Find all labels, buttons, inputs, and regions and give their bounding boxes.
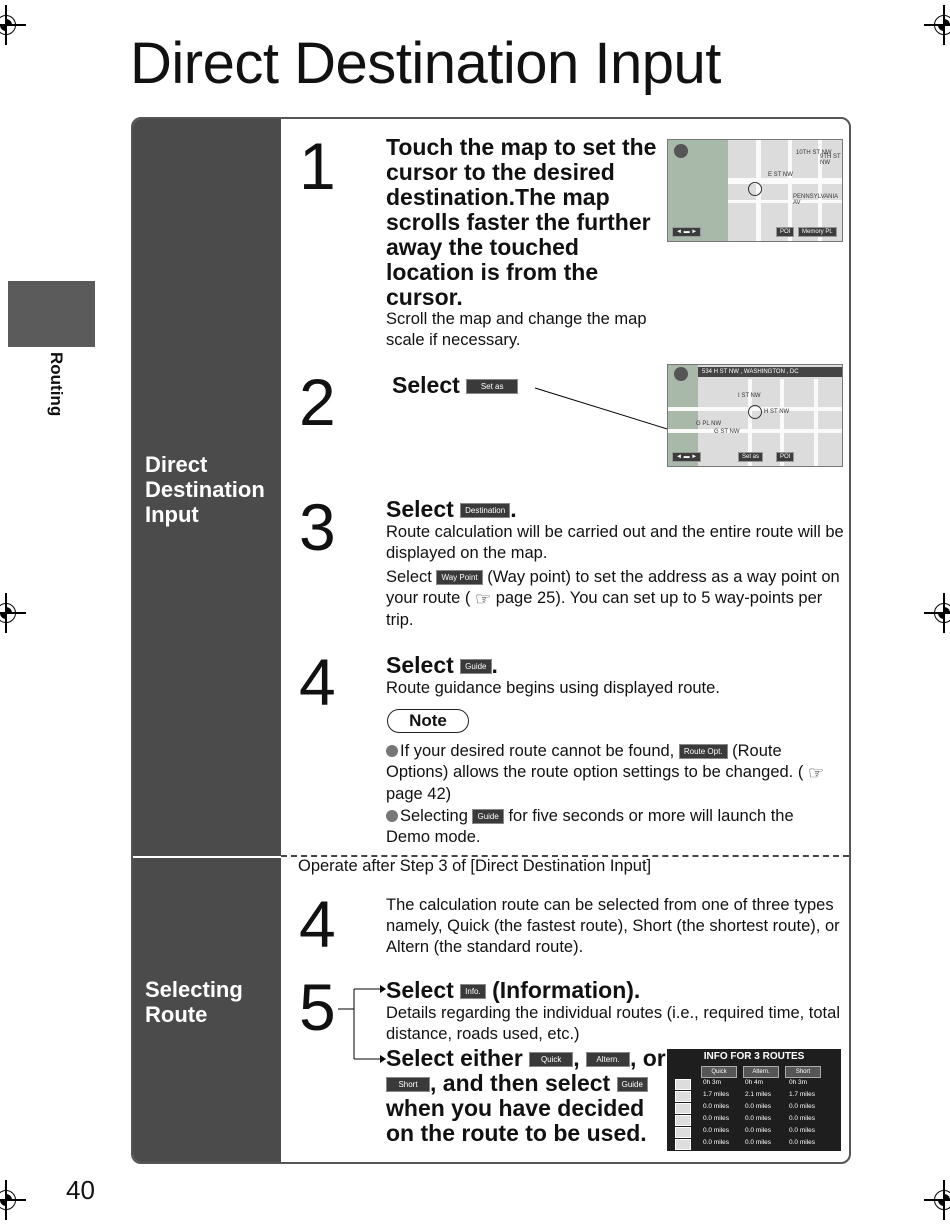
step-heading: Select Destination .	[386, 496, 517, 522]
step-select-text: Select	[386, 652, 454, 678]
registration-mark	[924, 1180, 950, 1220]
info-header-altern[interactable]: Altern.	[743, 1066, 779, 1078]
map-road	[788, 140, 792, 241]
page-reference: page 42)	[386, 785, 452, 803]
ferry-icon	[675, 1127, 691, 1138]
section-divider	[133, 856, 281, 858]
body-text-fragment: Select	[386, 568, 432, 586]
street-label: H ST NW	[764, 409, 790, 415]
destination-button[interactable]: Destination	[460, 503, 510, 518]
route-options-button[interactable]: Route Opt.	[679, 744, 728, 759]
note-label: Note	[387, 709, 469, 733]
step-heading-text: , and then select	[430, 1070, 611, 1096]
step-number: 3	[299, 490, 336, 564]
step-body: Scroll the map and change the map scale if necessary.	[386, 310, 647, 349]
toll-road-icon	[675, 1115, 691, 1126]
registration-mark	[924, 593, 950, 633]
short-button[interactable]: Short	[386, 1077, 430, 1092]
map-crosshair-icon	[748, 405, 762, 419]
step-heading	[386, 978, 640, 1003]
guide-button[interactable]: Guide	[460, 659, 491, 674]
step-heading-text: when you have decided on the route to be used.	[386, 1095, 647, 1146]
freeway-icon	[675, 1103, 691, 1114]
step-select-text: Select	[386, 977, 454, 1003]
street-label: 10TH ST NW	[796, 150, 832, 156]
step-number: 2	[299, 365, 336, 439]
step-number: 1	[299, 129, 336, 203]
map-screenshot	[667, 139, 843, 242]
info-button[interactable]: Info.	[460, 984, 486, 999]
step-heading: Select either Quick , Altern. , or Short , and then select Guide when you have decided on the route to be used.	[386, 1045, 666, 1146]
map-address-bar: 534 H ST NW , WASHINGTON , DC	[698, 367, 842, 377]
compass-icon	[674, 367, 688, 381]
step-heading-text: , or	[629, 1045, 666, 1071]
street-label: 9TH ST NW	[820, 154, 841, 166]
content-panel	[131, 117, 851, 1164]
map-poi-button[interactable]: POI	[776, 227, 794, 237]
note-text: for five seconds or more will launch the Demo mode.	[386, 807, 794, 846]
map-screenshot	[667, 364, 843, 467]
altern-button[interactable]: Altern.	[586, 1052, 630, 1067]
street-label: G PL NW	[696, 421, 722, 427]
other-road-icon	[675, 1139, 691, 1150]
info-row: 1.7 miles 2.1 miles 1.7 miles	[667, 1091, 841, 1102]
note-item	[386, 741, 841, 805]
branch-arrow	[338, 979, 388, 1069]
map-set-as-button[interactable]: Set as	[738, 452, 763, 462]
step-body: Route guidance begins using displayed route.	[386, 679, 720, 697]
page-reference: page 25). You can set up to 5 way-points per trip.	[386, 589, 823, 629]
map-scale-control[interactable]: ◄ ▬ ►	[672, 452, 701, 462]
page-title: Direct Destination Input	[130, 31, 721, 96]
quick-button[interactable]: Quick	[529, 1052, 573, 1067]
step-heading: Select Guide .	[386, 652, 498, 678]
distance-icon	[675, 1091, 691, 1102]
step-heading-text: (Information).	[492, 977, 641, 1003]
registration-mark	[0, 5, 26, 45]
step-number: 4	[299, 645, 336, 719]
step-body: Details regarding the individual routes (i.e., required time, total distance, roads used, etc.)	[386, 1004, 840, 1043]
registration-mark	[0, 1180, 26, 1220]
step-heading: Touch the map to set the cursor to the desired destination.The map scrolls faster the further away the touched location is from the cursor.	[386, 134, 657, 310]
info-row: 0h 3m 0h 4m 0h 3m	[667, 1079, 841, 1090]
step-body: The calculation route can be selected from one of three types namely, Quick (the fastest route), Short (the shortest route), or Altern (the standard route).	[386, 896, 840, 956]
page-number: 40	[66, 1175, 95, 1205]
step-number: 5	[299, 970, 336, 1044]
info-row: 0.0 miles 0.0 miles 0.0 miles	[667, 1127, 841, 1138]
info-row: 0.0 miles 0.0 miles 0.0 miles	[667, 1115, 841, 1126]
map-memory-button[interactable]: Memory Pt.	[798, 227, 837, 237]
registration-mark	[924, 5, 950, 45]
step-heading-text: Select either	[386, 1045, 523, 1071]
body-text-fragment: (Way point) to set the address as a way point on your route (	[386, 568, 840, 607]
pointing-hand-icon: ☞	[474, 589, 492, 609]
map-road	[728, 178, 842, 184]
map-road	[814, 379, 818, 466]
info-row: 0.0 miles 0.0 miles 0.0 miles	[667, 1103, 841, 1114]
step-select-text: Select	[386, 496, 454, 522]
map-scale-control[interactable]: ◄ ▬ ►	[672, 227, 701, 237]
way-point-button[interactable]: Way Point	[436, 570, 482, 585]
note-text: (Route Options) allows the route option settings to be changed. (	[386, 742, 804, 781]
step-number: 4	[299, 887, 336, 961]
bullet-icon	[386, 810, 398, 822]
street-label: G ST NW	[714, 429, 740, 435]
section-label-selecting: Selecting Route	[145, 977, 243, 1027]
street-label: PENNSYLVANIA AV	[793, 194, 838, 206]
info-table-title: INFO FOR 3 ROUTES	[703, 1051, 805, 1062]
registration-mark	[0, 593, 26, 633]
info-header-quick[interactable]: Quick	[701, 1066, 737, 1078]
info-header-short[interactable]: Short	[785, 1066, 821, 1078]
pointing-hand-icon: ☞	[807, 763, 825, 783]
operate-after-note: Operate after Step 3 of [Direct Destination Input]	[298, 857, 652, 875]
step-body: Route calculation will be carried out and the entire route will be displayed on the map.	[386, 523, 844, 562]
guide-button[interactable]: Guide	[617, 1077, 648, 1092]
compass-icon	[674, 144, 688, 158]
step-body	[386, 567, 846, 631]
bullet-icon	[386, 745, 398, 757]
street-label: I ST NW	[738, 393, 761, 399]
map-cursor-icon	[748, 182, 762, 196]
section-column	[133, 119, 281, 1162]
guide-button[interactable]: Guide	[472, 809, 503, 824]
route-info-screenshot	[667, 1049, 841, 1151]
clock-icon	[675, 1079, 691, 1090]
side-tab-label: Routing	[47, 352, 66, 417]
step-heading	[392, 373, 518, 398]
street-label: E ST NW	[768, 172, 793, 178]
note-item	[386, 806, 841, 848]
side-tab	[8, 281, 95, 347]
info-row: 0.0 miles 0.0 miles 0.0 miles	[667, 1139, 841, 1150]
section-label-direct: Direct Destination Input	[145, 452, 265, 527]
step-select-text: Select	[392, 372, 460, 398]
note-text: If your desired route cannot be found,	[400, 742, 675, 760]
map-poi-button[interactable]: POI	[776, 452, 794, 462]
set-as-button[interactable]: Set as	[466, 379, 518, 394]
note-text: Selecting	[400, 807, 468, 825]
